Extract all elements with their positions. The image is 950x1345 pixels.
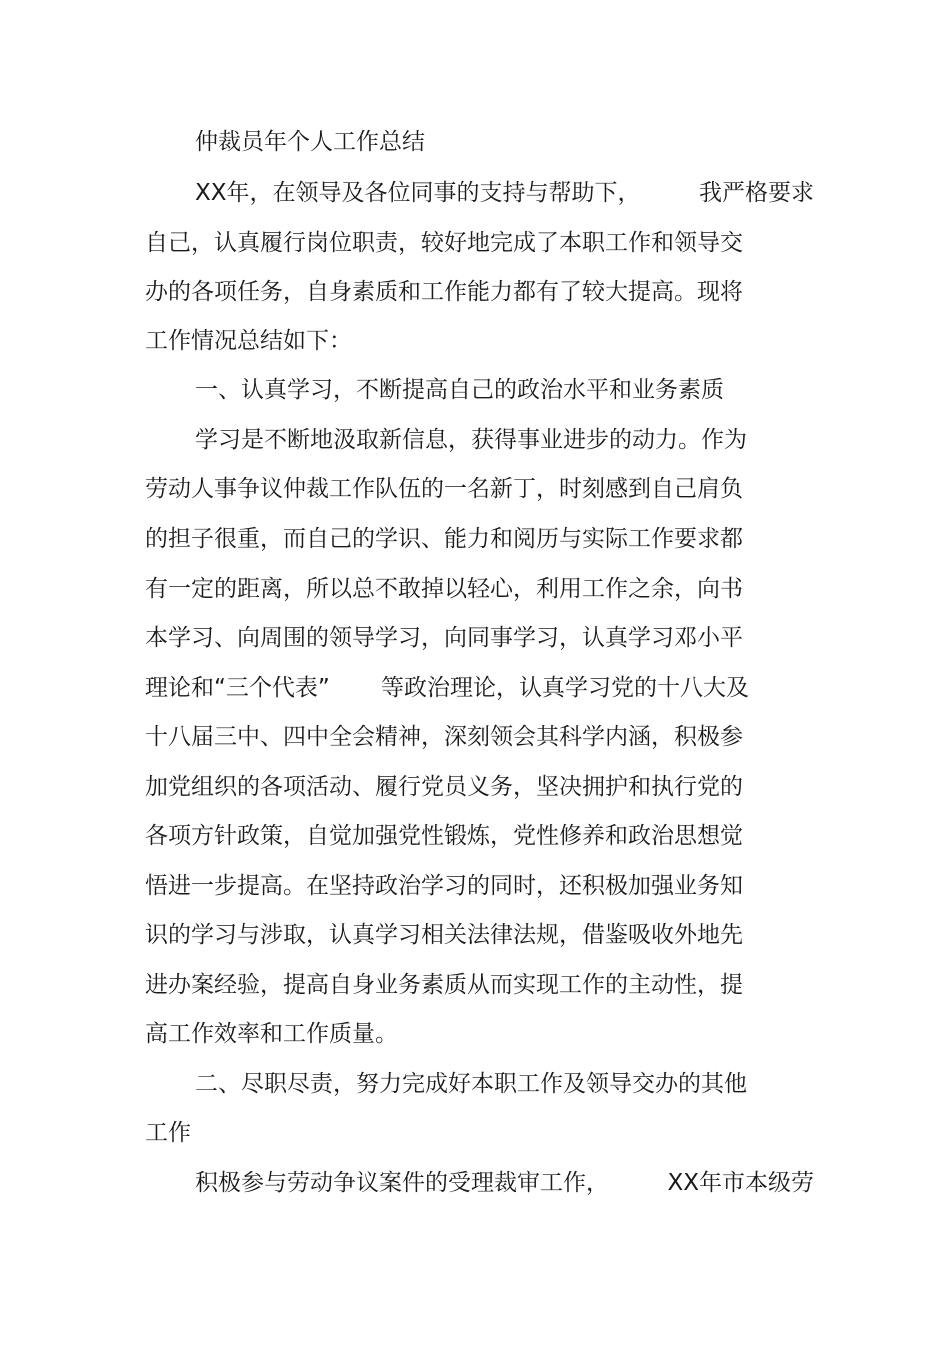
text-line: 理论和“三个代表” 等政治理论，认真学习党的十八大及: [145, 675, 750, 701]
document-title: 仲裁员年个人工作总结: [195, 129, 425, 155]
text-line: 的担子很重，而自己的学识、能力和阅历与实际工作要求都: [145, 526, 743, 552]
text-line: XX年，在领导及各位同事的支持与帮助下， 我严格要求: [195, 180, 815, 206]
text-line: 劳动人事争议仲裁工作队伍的一名新丁，时刻感到自己肩负: [145, 476, 743, 502]
text-line: 进办案经验，提高自身业务素质从而实现工作的主动性，提: [145, 972, 743, 998]
text-line: 学习是不断地汲取新信息，获得事业进步的动力。作为: [195, 427, 747, 453]
text-line: 积极参与劳动争议案件的受理裁审工作， XX年市本级劳: [195, 1170, 815, 1196]
text-line: 有一定的距离，所以总不敢掉以轻心，利用工作之余，向书: [145, 576, 743, 602]
text-line: 悟进一步提高。在坚持政治学习的同时，还积极加强业务知: [145, 873, 743, 899]
section-heading-2: 二、尽职尽责，努力完成好本职工作及领导交办的其他: [195, 1071, 747, 1097]
section-heading-1: 一、认真学习，不断提高自己的政治水平和业务素质: [195, 377, 724, 403]
text-line: 各项方针政策，自觉加强党性锻炼，党性修养和政治思想觉: [145, 823, 743, 849]
text-line: 工作情况总结如下：: [145, 328, 352, 354]
text-line: 办的各项任务，自身素质和工作能力都有了较大提高。现将: [145, 279, 743, 305]
text-line: 十八届三中、四中全会精神，深刻领会其科学内涵，积极参: [145, 724, 743, 750]
text-line: 自己，认真履行岗位职责，较好地完成了本职工作和领导交: [145, 230, 743, 256]
text-line: 高工作效率和工作质量。: [145, 1021, 398, 1047]
section-heading-2-cont: 工作: [145, 1120, 191, 1146]
text-line: 识的学习与涉取，认真学习相关法律法规，借鉴吸收外地先: [145, 922, 743, 948]
text-line: 本学习、向周围的领导学习，向同事学习，认真学习邓小平: [145, 625, 743, 651]
text-line: 加党组织的各项活动、履行党员义务，坚决拥护和执行党的: [145, 774, 743, 800]
